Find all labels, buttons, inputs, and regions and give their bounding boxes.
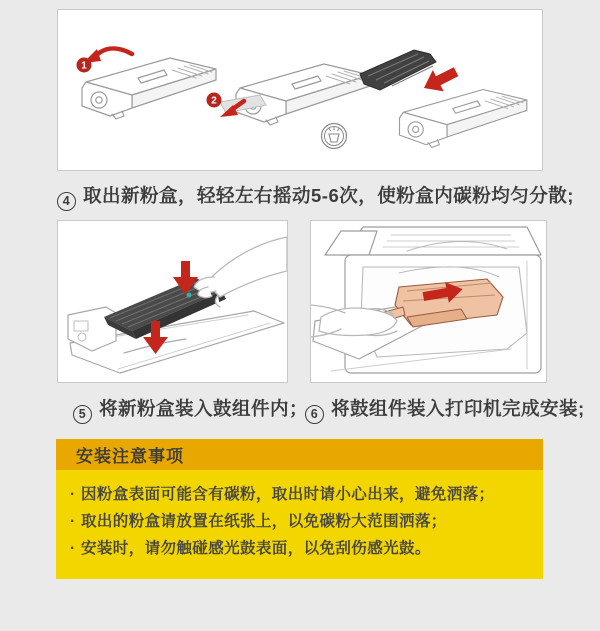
cartridge-step1-illustration (77, 48, 217, 119)
shake-toner-illustration-card (57, 9, 543, 171)
printer-install-illustration (311, 221, 546, 382)
step5-caption (73, 397, 308, 424)
hand-illustration (311, 305, 397, 337)
step4-text: 取出新粉盒，轻轻左右摇动5-6次，使粉盒内碳粉均匀分散; (83, 185, 574, 206)
hand-illustration (194, 237, 287, 307)
notice-item-text: 安装时，请勿触碰感光鼓表面，以免刮伤感光鼓。 (81, 540, 431, 557)
step4-caption (57, 184, 574, 211)
insert-toner-illustration (58, 221, 287, 382)
cartridge-step3-illustration (322, 50, 527, 149)
step6-number: 6 (305, 405, 324, 424)
step5-text: 将新粉盒装入鼓组件内； (99, 398, 309, 419)
cartridge-step2-illustration (207, 64, 371, 125)
installation-notice-box (56, 439, 543, 579)
notice-item (70, 508, 525, 535)
bullet-icon: · (70, 540, 76, 557)
notice-header (56, 439, 543, 470)
notice-item-text: 因粉盒表面可能含有碳粉，取出时请小心出来，避免洒落； (81, 486, 495, 503)
bullet-icon: · (70, 513, 76, 530)
notice-item (70, 481, 525, 508)
step4-number: 4 (57, 192, 76, 211)
notice-item (70, 535, 525, 562)
toner-cartridge-steps-illustration (58, 10, 542, 170)
insert-drum-into-printer-card (310, 220, 547, 383)
bullet-icon: · (70, 486, 76, 503)
dispose-icon (322, 124, 347, 149)
step6-caption (305, 397, 585, 424)
tape-tab-dot (187, 293, 192, 298)
step6-text: 将鼓组件装入打印机完成安装; (331, 398, 585, 419)
step2-badge (207, 93, 222, 108)
notice-item-text: 取出的粉盒请放置在纸张上，以免碳粉大范围洒落； (81, 513, 447, 530)
notice-body (56, 470, 543, 579)
svg-text:1: 1 (81, 60, 87, 72)
svg-text:2: 2 (211, 95, 217, 107)
notice-title: 安装注意事项 (76, 447, 184, 466)
step1-badge (77, 58, 92, 73)
step5-number: 5 (73, 405, 92, 424)
insert-toner-into-drum-card (57, 220, 288, 383)
